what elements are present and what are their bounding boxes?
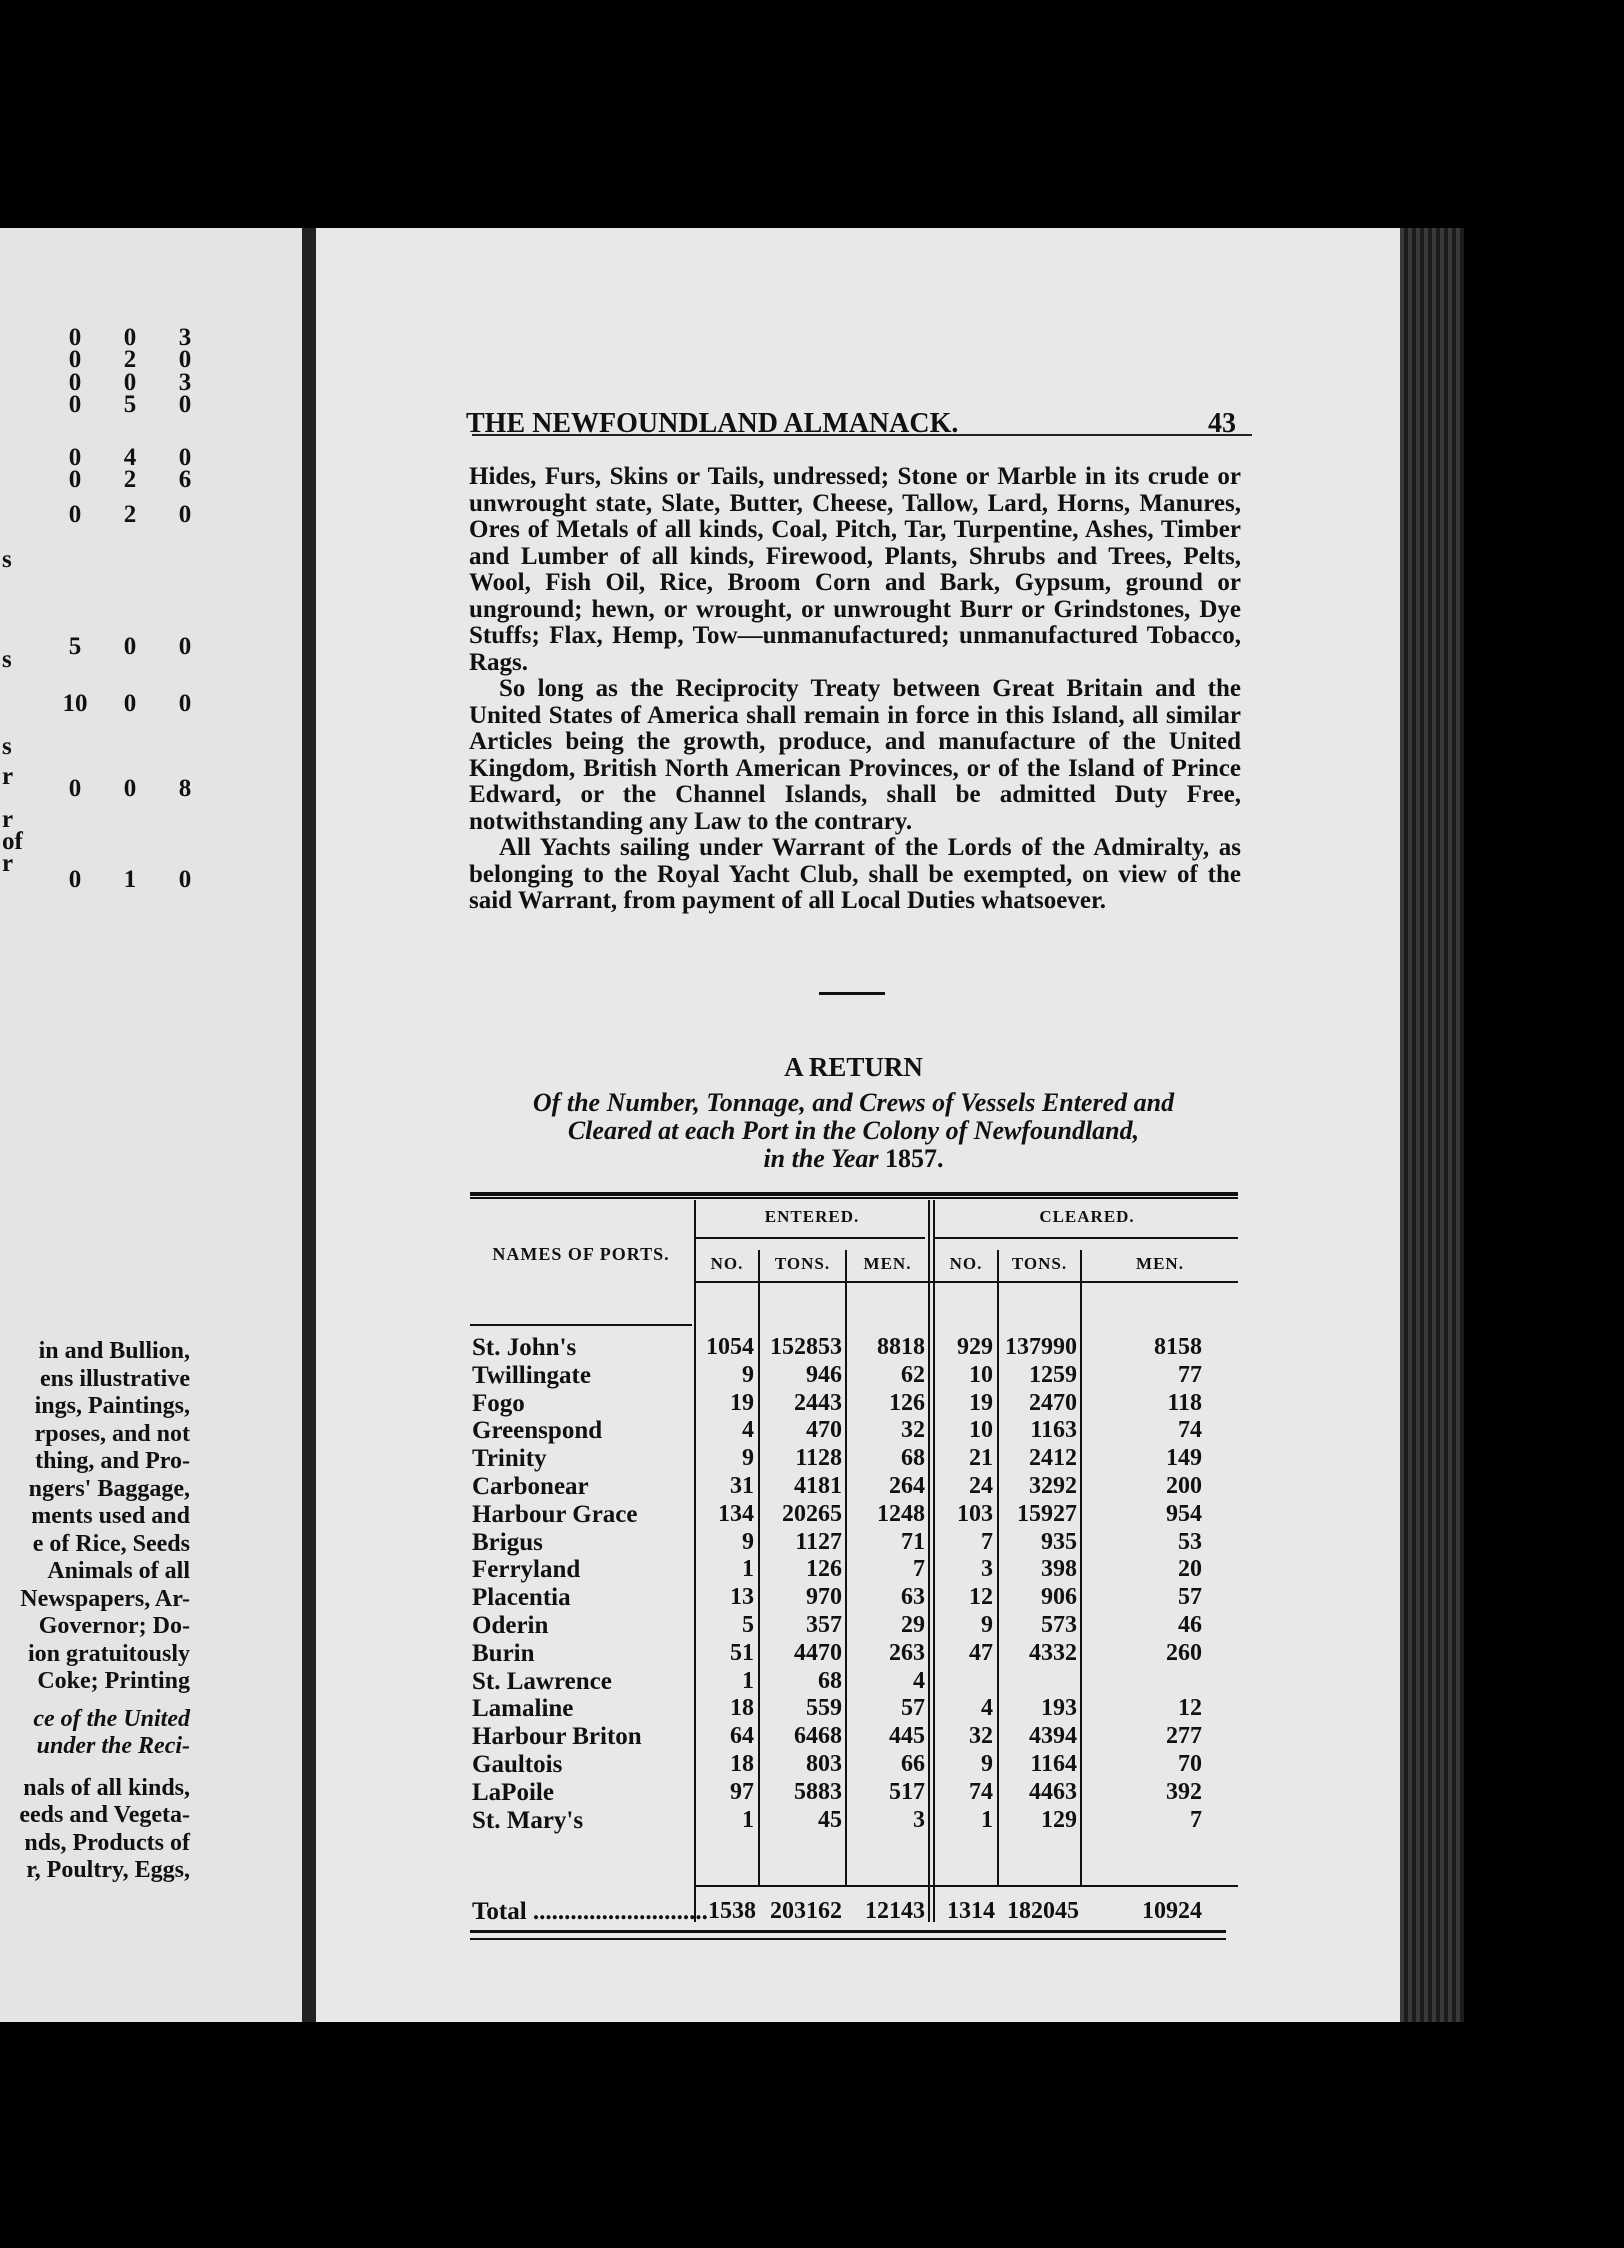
c-tons-header: TONS.	[1011, 1254, 1068, 1273]
paragraph-yachts: All Yachts sailing under Warrant of the Lords of the Admiralty, as belonging to the Royal Yacht Club, shall be exempted, on view of the said Warrant, from payment of all Local Duties whatsoever.	[469, 834, 1241, 914]
left-page-line: thing, and Pro-	[35, 1448, 190, 1474]
cell-c-men: 46	[1178, 1611, 1202, 1638]
cell-e-no: 18	[730, 1695, 754, 1722]
cell-e-tons: 5883	[794, 1778, 842, 1805]
cell-e-men: 57	[901, 1695, 925, 1722]
return-subtitle-line3	[466, 1145, 1241, 1173]
cell-c-no: 10	[969, 1361, 993, 1388]
return-subtitle-line2: Cleared at each Port in the Colony of Newfoundland,	[567, 1116, 1140, 1145]
port-name: Carbonear	[472, 1472, 589, 1500]
ports-header-rule	[470, 1324, 692, 1326]
left-page-line: e of Rice, Seeds	[32, 1530, 190, 1557]
book-page-edges	[1400, 228, 1464, 2022]
cell-c-tons: 935	[1041, 1528, 1077, 1555]
page-number: 43	[1208, 408, 1236, 439]
page-43	[316, 228, 1400, 2022]
left-edge-fragment: r	[2, 763, 14, 790]
cell-e-tons: 126	[806, 1556, 842, 1583]
cell-e-no: 1054	[706, 1334, 754, 1360]
cell-c-no: 1	[981, 1806, 993, 1833]
left-page-line: ings, Paintings,	[34, 1393, 190, 1419]
left-figure-value: 0	[68, 324, 82, 351]
entered-header-rule	[695, 1237, 925, 1239]
cell-e-no: 51	[730, 1639, 754, 1666]
cell-c-men: 74	[1178, 1417, 1202, 1444]
cell-e-men: 1248	[877, 1500, 925, 1527]
cleared-men-column	[1082, 1334, 1202, 1834]
left-edge-fragment: of	[2, 828, 23, 855]
left-figure-value: 0	[178, 346, 192, 373]
cell-c-men: 392	[1166, 1778, 1202, 1805]
cell-c-men: 57	[1178, 1584, 1202, 1611]
left-page-line: under the Reci-	[36, 1733, 190, 1759]
left-figure-value: 0	[123, 690, 137, 717]
left-figure-value: 0	[178, 633, 192, 660]
cell-c-tons: 398	[1041, 1556, 1077, 1583]
cell-e-men: 63	[901, 1584, 925, 1611]
body-text	[469, 464, 1241, 915]
left-page-line: r, Poultry, Eggs,	[26, 1857, 190, 1883]
cell-c-tons: 573	[1041, 1611, 1077, 1638]
cell-c-tons: 4463	[1029, 1778, 1077, 1805]
left-figure-value: 5	[68, 633, 82, 660]
cell-c-men	[1082, 1668, 1202, 1696]
cell-e-men: 517	[889, 1778, 925, 1805]
left-figure-value: 10	[62, 690, 88, 717]
cell-e-men: 3	[913, 1806, 925, 1833]
return-year: 1857.	[885, 1144, 944, 1173]
cell-c-tons: 3292	[1029, 1472, 1077, 1499]
entered-cleared-divider-a	[928, 1200, 930, 1922]
running-head-title: THE NEWFOUNDLAND ALMANACK.	[466, 408, 959, 439]
subheader-rule	[695, 1281, 1238, 1283]
cell-e-men: 4	[913, 1667, 925, 1694]
left-page-line: rposes, and not	[34, 1420, 190, 1447]
entered-tons-column	[760, 1334, 842, 1834]
total-c-tons: 182045	[1007, 1898, 1079, 1924]
running-head-rule	[472, 434, 1252, 436]
cell-e-no: 4	[742, 1417, 754, 1444]
return-title: A RETURN	[784, 1052, 923, 1082]
cell-e-tons: 2443	[794, 1389, 842, 1416]
table-bottom-rule-inner	[470, 1938, 1226, 1940]
total-row-label	[472, 1898, 708, 1926]
vessel-return-table	[470, 1192, 1238, 1925]
cell-e-no: 1	[742, 1667, 754, 1694]
port-name: Lamaline	[472, 1695, 574, 1723]
cell-e-men: 71	[901, 1528, 925, 1555]
left-page-line: ngers' Baggage,	[28, 1475, 190, 1502]
left-figure-row	[55, 775, 205, 803]
cell-e-men: 8818	[877, 1334, 925, 1360]
port-name: Twillingate	[472, 1361, 591, 1389]
cell-c-men: 118	[1167, 1389, 1202, 1416]
cell-c-no: 47	[969, 1639, 993, 1666]
cell-e-no: 64	[730, 1723, 754, 1750]
left-edge-fragment: s	[2, 546, 12, 573]
entered-no-column	[696, 1334, 754, 1834]
left-page-line: eeds and Vegeta-	[19, 1802, 190, 1828]
cell-c-tons: 137990	[1005, 1334, 1077, 1360]
cell-e-men: 32	[901, 1417, 925, 1444]
left-page-line: nals of all kinds,	[23, 1774, 190, 1801]
table-top-rule-inner	[470, 1197, 1238, 1199]
ports-header: NAMES OF PORTS.	[492, 1244, 670, 1264]
cell-c-tons	[999, 1668, 1077, 1696]
entered-header: ENTERED.	[764, 1207, 860, 1226]
cell-c-no: 74	[969, 1778, 993, 1805]
cell-c-no: 32	[969, 1723, 993, 1750]
cell-c-men: 53	[1178, 1528, 1202, 1555]
cell-e-no: 19	[730, 1389, 754, 1416]
total-c-no: 1314	[947, 1898, 995, 1924]
left-figure-value: 0	[178, 444, 192, 471]
left-figure-value: 0	[68, 346, 82, 373]
left-figure-value: 0	[68, 866, 82, 893]
e-no-header: NO.	[710, 1254, 744, 1273]
cell-e-no: 31	[730, 1472, 754, 1499]
cell-c-men: 954	[1166, 1500, 1202, 1527]
cell-e-men: 68	[901, 1445, 925, 1472]
cleared-header: CLEARED.	[1039, 1207, 1135, 1226]
c-no-header: NO.	[949, 1254, 983, 1273]
left-figure-row	[55, 391, 205, 419]
cell-c-no: 3	[981, 1556, 993, 1583]
cell-c-men: 200	[1166, 1472, 1202, 1499]
e-tons-header: TONS.	[774, 1254, 831, 1273]
cell-e-tons: 803	[806, 1750, 842, 1777]
cell-c-no: 4	[981, 1695, 993, 1722]
port-name: LaPoile	[472, 1778, 554, 1806]
cell-e-no: 1	[742, 1556, 754, 1583]
ports-column	[472, 1334, 692, 1834]
cell-c-tons: 1163	[1030, 1417, 1077, 1444]
cell-c-men: 7	[1190, 1806, 1202, 1833]
port-name: Placentia	[472, 1584, 571, 1612]
left-figure-value: 0	[178, 391, 192, 418]
cell-e-men: 445	[889, 1723, 925, 1750]
cell-c-men: 149	[1166, 1445, 1202, 1472]
cell-c-men: 20	[1178, 1556, 1202, 1583]
cell-e-tons: 470	[806, 1417, 842, 1444]
cell-c-no: 10	[969, 1417, 993, 1444]
cell-e-tons: 6468	[794, 1723, 842, 1750]
left-figure-value: 2	[123, 466, 137, 493]
left-figure-value: 1	[123, 866, 137, 893]
cell-e-men: 126	[889, 1389, 925, 1416]
cell-e-men: 263	[889, 1639, 925, 1666]
cell-e-no: 9	[742, 1361, 754, 1388]
cell-c-men: 260	[1166, 1639, 1202, 1666]
return-subtitle-line1: Of the Number, Tonnage, and Crews of Vessels Entered and	[532, 1088, 1175, 1117]
left-figure-row	[55, 866, 205, 894]
cell-c-no: 7	[981, 1528, 993, 1555]
total-e-tons: 203162	[770, 1898, 842, 1924]
left-figure-value: 0	[123, 775, 137, 802]
cell-c-men: 8158	[1154, 1334, 1202, 1360]
left-figure-value: 2	[123, 501, 137, 528]
port-name: Brigus	[472, 1528, 543, 1556]
left-figure-value: 3	[178, 324, 192, 351]
entered-men-column	[847, 1334, 925, 1834]
return-subtitle	[466, 1089, 1241, 1173]
left-figure-value: 8	[178, 775, 192, 802]
left-page-line: Coke; Printing	[37, 1668, 190, 1694]
total-label: Total	[472, 1898, 527, 1925]
left-figure-value: 4	[123, 444, 137, 471]
port-name: Gaultois	[472, 1750, 563, 1778]
left-figure-row	[55, 690, 205, 718]
left-figure-value: 2	[123, 346, 137, 373]
cell-c-tons: 193	[1041, 1695, 1077, 1722]
left-figure-row	[55, 633, 205, 661]
cell-e-men: 264	[889, 1472, 925, 1499]
left-figure-value: 5	[123, 391, 137, 418]
cell-c-no: 103	[957, 1500, 993, 1527]
cell-c-tons: 15927	[1017, 1500, 1077, 1527]
left-page-line: Governor; Do-	[38, 1613, 190, 1639]
port-name: St. Mary's	[472, 1806, 584, 1834]
left-figure-value: 0	[123, 369, 137, 396]
cell-c-no: 12	[969, 1584, 993, 1611]
cell-e-no: 134	[718, 1500, 754, 1527]
book-gutter	[302, 228, 316, 2022]
cell-e-men: 29	[901, 1611, 925, 1638]
cell-e-tons: 970	[806, 1584, 842, 1611]
total-e-men: 12143	[865, 1898, 925, 1924]
cell-c-men: 77	[1178, 1361, 1202, 1388]
left-figure-row	[55, 501, 205, 529]
cell-e-tons: 45	[818, 1806, 842, 1833]
cell-c-tons: 4332	[1029, 1639, 1077, 1666]
cell-e-tons: 559	[806, 1695, 842, 1722]
cell-e-tons: 4181	[794, 1472, 842, 1499]
cell-c-men: 70	[1178, 1750, 1202, 1777]
cell-e-tons: 946	[806, 1361, 842, 1388]
cell-e-no: 9	[742, 1445, 754, 1472]
left-page-line: ments used and	[31, 1503, 190, 1529]
cell-c-tons: 2412	[1029, 1445, 1077, 1472]
cell-c-no: 9	[981, 1611, 993, 1638]
port-name: Oderin	[472, 1611, 549, 1639]
left-figure-value: 3	[178, 369, 192, 396]
left-page-line: ens illustrative	[40, 1365, 190, 1392]
port-name: St. John's	[472, 1334, 577, 1361]
cell-e-men: 62	[901, 1361, 925, 1388]
left-edge-fragment: r	[2, 850, 14, 877]
left-figure-value: 0	[68, 775, 82, 802]
left-page-line: in and Bullion,	[38, 1338, 190, 1364]
left-page-line: Animals of all	[47, 1558, 190, 1584]
return-subtitle-prefix: in the Year	[763, 1144, 879, 1173]
table-top-rule	[470, 1192, 1238, 1196]
cell-c-men: 12	[1178, 1695, 1202, 1722]
cell-e-no: 1	[742, 1806, 754, 1833]
cell-e-tons: 357	[806, 1611, 842, 1638]
section-divider	[819, 992, 885, 995]
port-name: Harbour Grace	[472, 1500, 638, 1528]
cell-e-men: 7	[913, 1556, 925, 1583]
table-bottom-rule	[470, 1930, 1226, 1933]
cell-c-tons: 2470	[1029, 1389, 1077, 1416]
cell-c-no: 9	[981, 1750, 993, 1777]
cell-c-tons: 1164	[1030, 1750, 1077, 1777]
cell-c-tons: 906	[1041, 1584, 1077, 1611]
total-rule	[695, 1885, 1238, 1887]
left-figure-value: 0	[178, 501, 192, 528]
left-edge-fragment: s	[2, 646, 12, 673]
cell-c-tons: 129	[1041, 1806, 1077, 1833]
cell-e-tons: 1127	[795, 1528, 842, 1555]
cell-c-no: 21	[969, 1445, 993, 1472]
paragraph-dutyfree-list: Hides, Furs, Skins or Tails, undressed; Stone or Marble in its crude or unwrought state, Slate, Butter, Cheese, Tallow, Lard, Horns, Manures, Ores of Metals of all kinds, Coal, Pitch, Tar, Turpentine, Ashes, Timber and Lumber of all kinds, Firewood, Plants, Shrubs and Trees, Pelts, Wool, Fish Oil, Rice, Broom Corn and Bark, Gypsum, ground or unground; hewn, or wrought, or unwrought Burr or Grindstones, Dye Stuffs; Flax, Hemp, Tow—unmanufactured; unmanufactured Tobacco, Rags.	[469, 463, 1241, 676]
cell-e-tons: 4470	[794, 1639, 842, 1666]
cell-c-no: 929	[957, 1334, 993, 1360]
port-name: Burin	[472, 1639, 535, 1667]
cell-c-no	[935, 1668, 993, 1696]
cell-e-no: 13	[730, 1584, 754, 1611]
left-figure-row	[55, 466, 205, 494]
cell-e-tons: 152853	[770, 1334, 842, 1360]
left-page-line: ce of the United	[33, 1705, 190, 1732]
total-e-no: 1538	[708, 1898, 756, 1924]
cell-c-men: 277	[1166, 1723, 1202, 1750]
cell-e-no: 18	[730, 1750, 754, 1777]
cell-c-tons: 1259	[1029, 1361, 1077, 1388]
left-page-line: Newspapers, Ar-	[20, 1585, 190, 1612]
cell-c-no: 24	[969, 1472, 993, 1499]
cell-e-no: 9	[742, 1528, 754, 1555]
left-figure-value: 0	[68, 391, 82, 418]
c-men-header: MEN.	[1136, 1254, 1184, 1273]
cleared-no-column	[935, 1334, 993, 1834]
port-name: Trinity	[472, 1445, 547, 1473]
cell-e-tons: 68	[818, 1667, 842, 1694]
cell-e-no: 97	[730, 1778, 754, 1805]
left-figure-value: 0	[123, 324, 137, 351]
total-c-men: 10924	[1142, 1898, 1202, 1924]
total-leader-dots: ............................	[532, 1898, 708, 1925]
left-figure-value: 0	[178, 866, 192, 893]
left-figure-value: 0	[123, 633, 137, 660]
port-name: Fogo	[472, 1389, 525, 1417]
paragraph-reciprocity: So long as the Reciprocity Treaty between Great Britain and the United States of America shall remain in force in this Island, all similar Articles being the growth, produce, and manufacture of the United Kingdom, British North American Provinces, or of the Island of Prince Edward, or the Channel Islands, shall be admitted Duty Free, notwithstanding any Law to the contrary.	[469, 675, 1241, 835]
left-edge-fragment: s	[2, 733, 12, 760]
e-men-header: MEN.	[863, 1254, 912, 1273]
cell-e-men: 66	[901, 1750, 925, 1777]
port-name: Harbour Briton	[472, 1723, 642, 1751]
left-figure-value: 0	[68, 369, 82, 396]
left-figure-value: 0	[68, 501, 82, 528]
cleared-tons-column	[999, 1334, 1077, 1834]
left-figure-value: 0	[68, 444, 82, 471]
left-page-fragment	[0, 228, 302, 2022]
cell-c-tons: 4394	[1029, 1723, 1077, 1750]
port-name: Greenspond	[472, 1417, 603, 1445]
left-page-text	[4, 1338, 190, 1885]
left-figure-value: 0	[178, 690, 192, 717]
left-page-line: nds, Products of	[24, 1829, 190, 1856]
cell-c-no: 19	[969, 1389, 993, 1416]
left-page-line: ion gratuitously	[27, 1640, 190, 1667]
port-name: Ferryland	[472, 1556, 581, 1584]
cleared-header-rule	[935, 1237, 1238, 1239]
port-name: St. Lawrence	[472, 1667, 612, 1695]
left-figure-value: 0	[68, 466, 82, 493]
cell-e-tons: 1128	[795, 1445, 842, 1472]
left-edge-fragment: r	[2, 806, 14, 833]
left-figure-value: 6	[178, 466, 192, 493]
cell-e-no: 5	[742, 1611, 754, 1638]
cell-e-tons: 20265	[782, 1500, 842, 1527]
